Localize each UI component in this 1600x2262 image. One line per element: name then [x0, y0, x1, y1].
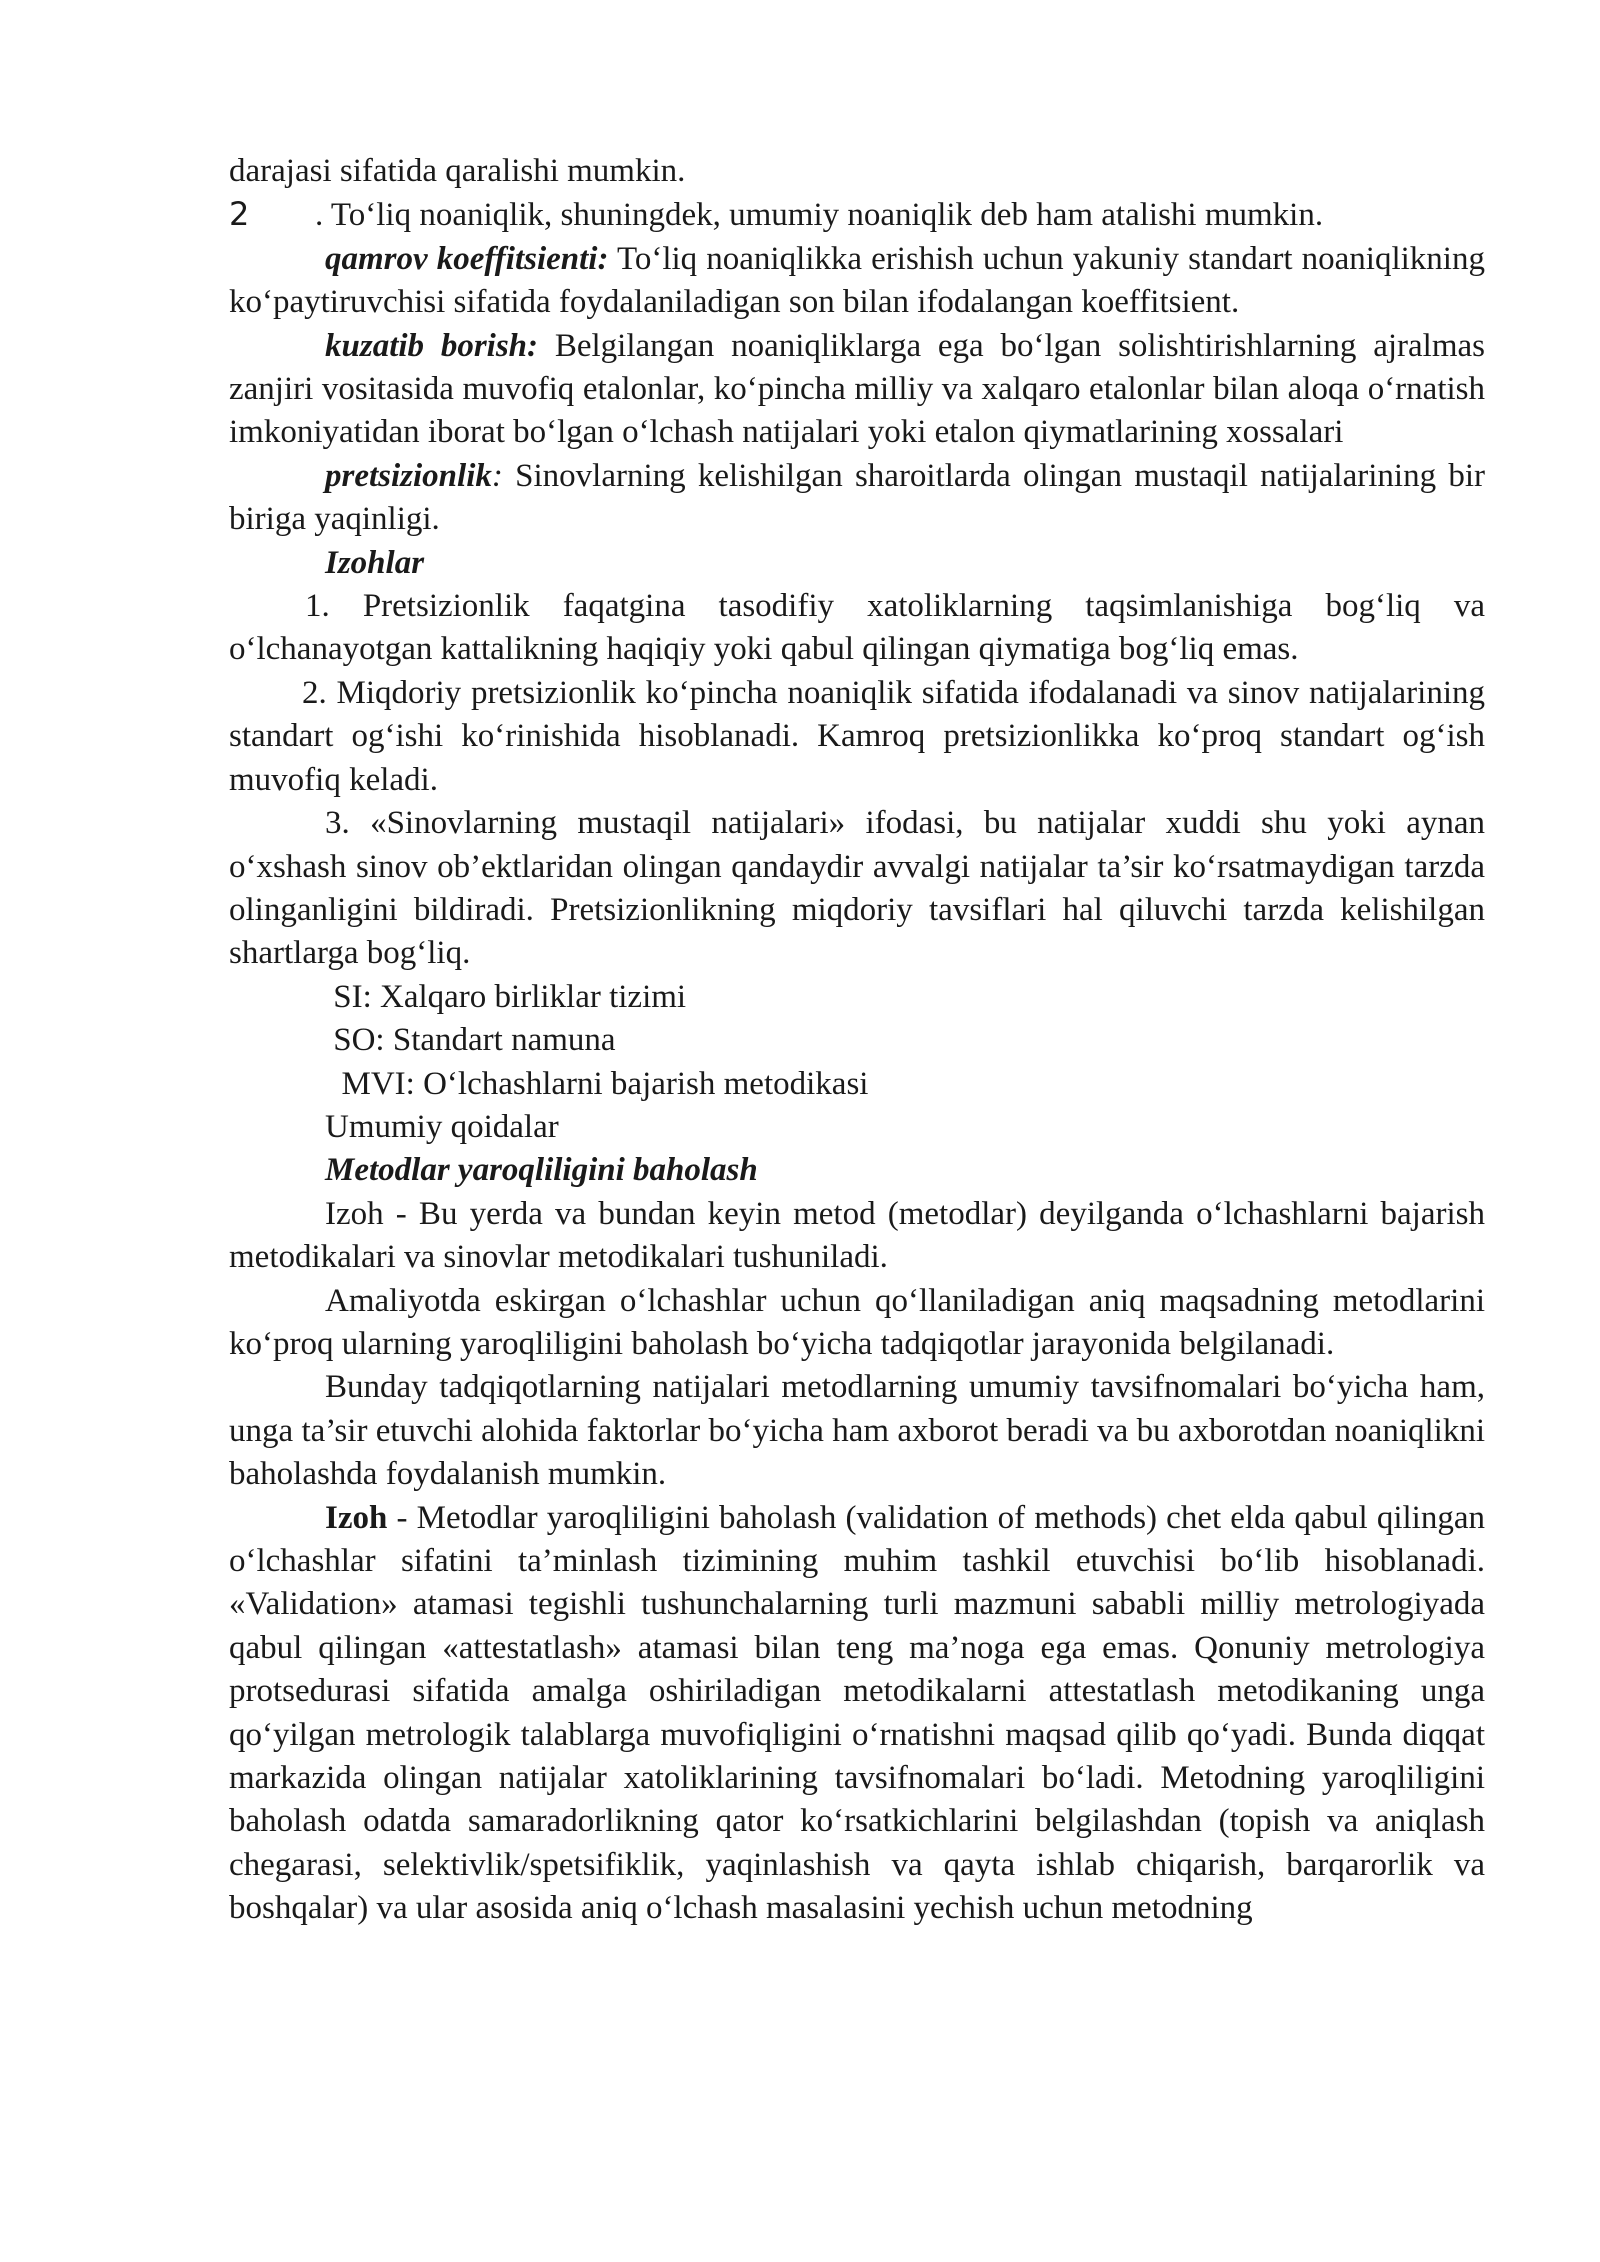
paragraph-continuation: darajasi sifatida qaralishi mumkin.: [229, 153, 686, 189]
definition-qamrov: [229, 238, 1485, 325]
section-title-umumiy: Umumiy qoidalar: [325, 1108, 559, 1145]
section-heading-izohlar: Izohlar: [325, 544, 425, 581]
section-heading-metodlar: Metodlar yaroqliligini baholash: [325, 1152, 758, 1189]
definition-pretsizionlik: [229, 455, 1485, 542]
izoh-text: - Metodlar yaroqliligini baholash (validation of methods) chet elda qabul qilingan o‘lchashlar sifatini ta’minlash tizimining muhim tashkil etuvchisi bo‘lib hisoblanadi. «Validation» atamasi tegishli tushunchalarning turli mazmuni sababli milliy metrologiyada qabul qilingan «attestatlash» atamasi bilan teng ma’noga ega emas. Qonuniy metrologiya protsedurasi sifatida amalga oshiriladigan metodikalarni attestatlash metodikaning unga qo‘yilgan metrologik talablarga muvofiqligini o‘rnatishni maqsad qilib qo‘yadi. Bunda diqqat markazida olingan natijalar xatoliklarining tavsifnomalari bo‘ladi. Metodning yaroqliligini baholash odatda samaradorlikning qator ko‘rsatkichlarini belgilashdan (topish va aniqlash chegarasi, selektivlik/spetsifiklik, yaqinlashish va qayta ishlab chiqarish, barqarorlik va boshqalar) va ular asosida aniq o‘lchash masalasini yechish uchun metodning: [229, 1499, 1485, 1927]
izoh-item-1: 1. Pretsizionlik faqatgina tasodifiy xatoliklarning taqsimlanishiga bog‘liq va o‘lchanayotgan kattalikning haqiqiy yoki qabul qilingan qiymatiga bog‘liq emas.: [229, 588, 1485, 668]
numbered-note-2: [229, 193, 1485, 237]
abbreviation-so: SO: Standart namuna: [325, 1022, 616, 1059]
izoh-item-3: 3. «Sinovlarning mustaqil natijalari» ifodasi, bu natijalar xuddi shu yoki aynan o‘xshash sinov ob’ektlaridan olingan qandaydir avvalgi natijalar ta’sir ko‘rsatmaydigan tarzda olinganligini bildiradi. Pretsizionlikning miqdoriy tavsiflari hal qiluvchi tarzda kelishilgan shartlarga bog‘liq.: [229, 805, 1485, 972]
abbreviation-mvi: MVI: O‘lchashlarni bajarish metodikasi: [325, 1065, 869, 1102]
term-colon: :: [491, 457, 503, 494]
paragraph-amaliyotda: Amaliyotda eskirgan o‘lchashlar uchun qo‘llaniladigan aniq maqsadning metodlarini ko‘proq ularning yaroqliligini baholash bo‘yicha tadqiqotlar jarayonida belgilanadi.: [229, 1282, 1485, 1362]
term-qamrov: qamrov koeffitsienti:: [325, 240, 609, 277]
document-page: [229, 150, 1485, 1931]
note-number: 2: [229, 195, 250, 234]
definition-text: To‘liq noaniqlikka erishish uchun yakuniy standart noaniqlikning ko‘paytiruvchisi sifatida foydalaniladigan son bilan ifodalangan koeffitsient.: [229, 240, 1485, 321]
note-text: . To‘liq noaniqlik, shuningdek, umumiy noaniqlik deb ham atalishi mumkin.: [315, 197, 1324, 234]
term-kuzatib: kuzatib borish:: [325, 327, 539, 364]
definition-text: Belgilangan noaniqliklarga ega bo‘lgan solishtirishlarning ajralmas zanjiri vositasida muvofiq etalonlar, ko‘pincha milliy va xalqaro etalonlar bilan aloqa o‘rnatish imkoniyatidan iborat bo‘lgan o‘lchash natijalari yoki etalon qiymatlarining xossalari: [229, 327, 1485, 451]
izoh-label: Izoh: [325, 1499, 388, 1536]
definition-text: Sinovlarning kelishilgan sharoitlarda olingan mustaqil natijalarining bir biriga yaqinligi.: [229, 457, 1485, 538]
izoh-paragraph-1: Izoh - Bu yerda va bundan keyin metod (metodlar) deyilganda o‘lchashlarni bajarish metodikalari va sinovlar metodikalari tushuniladi.: [229, 1195, 1485, 1276]
definition-kuzatib: [229, 325, 1485, 455]
paragraph-bunday: Bunday tadqiqotlarning natijalari metodlarning umumiy tavsifnomalari bo‘yicha ham, unga ta’sir etuvchi alohida faktorlar bo‘yicha ham axborot beradi va bu axborotdan noaniqlikni baholashda foydalanish mumkin.: [229, 1369, 1485, 1493]
term-pretsizionlik: pretsizionlik: [325, 457, 492, 494]
izoh-paragraph-2: [229, 1497, 1485, 1931]
izoh-item-2: 2. Miqdoriy pretsizionlik ko‘pincha noaniqlik sifatida ifodalanadi va sinov natijalarining standart og‘ishi ko‘rinishida hisoblanadi. Kamroq pretsizionlikka ko‘proq standart og‘ish muvofiq keladi.: [229, 674, 1485, 798]
abbreviation-si: SI: Xalqaro birliklar tizimi: [325, 978, 687, 1015]
